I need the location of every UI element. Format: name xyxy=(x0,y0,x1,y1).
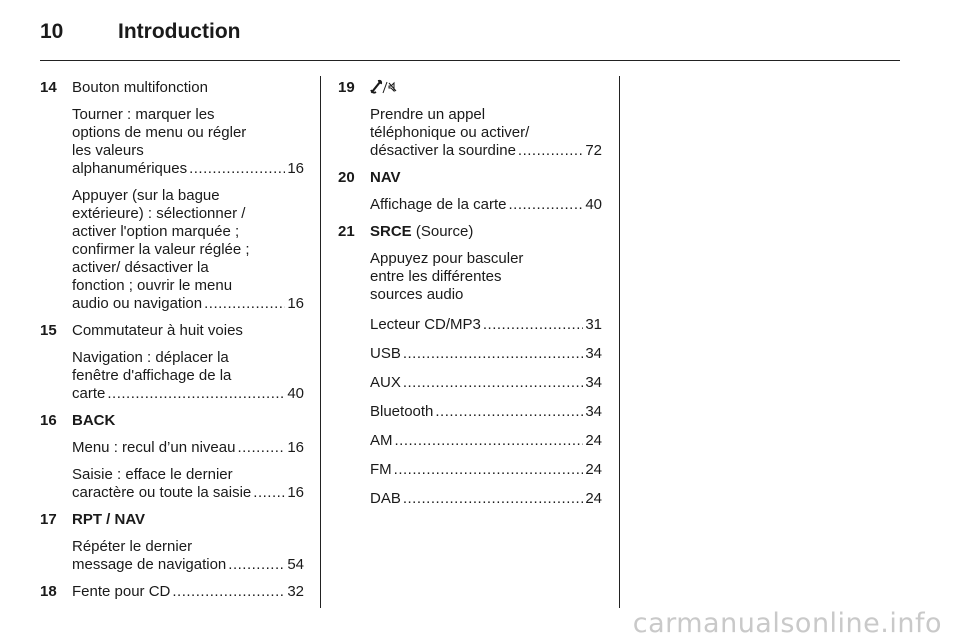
item-19 xyxy=(338,79,602,160)
entry-label: caractère ou toute la saisie xyxy=(72,484,252,501)
index-entry xyxy=(72,583,304,601)
page-ref: 31 xyxy=(585,316,602,333)
item-title: NAV xyxy=(370,169,401,186)
item-number: 19 xyxy=(338,79,355,96)
item-description xyxy=(370,106,602,160)
entry-label: DAB xyxy=(370,490,401,507)
entry-label: Menu : recul d’un niveau xyxy=(72,439,236,456)
index-entry xyxy=(370,316,602,334)
column-divider-left xyxy=(320,76,321,608)
text-line: les valeurs xyxy=(72,142,144,159)
text-line: Navigation : déplacer la xyxy=(72,349,229,366)
page-ref: 24 xyxy=(585,461,602,478)
text-line: sources audio xyxy=(370,286,464,303)
entry-label: carte xyxy=(72,385,106,402)
text-line: confirmer la valeur réglée ; xyxy=(72,241,250,258)
dot-leader xyxy=(518,142,583,160)
item-description xyxy=(370,250,602,304)
dot-leader xyxy=(508,196,583,214)
page-ref: 34 xyxy=(585,345,602,362)
item-title: BACK xyxy=(72,412,116,429)
text-line: téléphonique ou activer/ xyxy=(370,124,530,141)
text-line: extérieure) : sélectionner / xyxy=(72,205,246,222)
item-title: RPT / NAV xyxy=(72,511,146,528)
item-17 xyxy=(40,511,304,574)
entry-label: Fente pour CD xyxy=(72,583,171,600)
text-line: Saisie : efface le dernier xyxy=(72,466,233,483)
item-number: 17 xyxy=(40,511,57,528)
dot-leader xyxy=(403,374,583,392)
item-title-key: SRCE xyxy=(370,223,412,240)
item-number: 18 xyxy=(40,583,57,600)
index-entry xyxy=(370,461,602,479)
item-description xyxy=(72,538,304,574)
index-entry xyxy=(370,196,602,214)
index-entry xyxy=(72,295,304,313)
index-entry xyxy=(370,432,602,450)
right-column xyxy=(338,79,602,508)
item-21 xyxy=(338,223,602,508)
item-number: 15 xyxy=(40,322,57,339)
dot-leader xyxy=(204,295,285,313)
entry-label: audio ou navigation xyxy=(72,295,203,312)
entry-label: Affichage de la carte xyxy=(370,196,507,213)
page-ref: 54 xyxy=(287,556,304,573)
dot-leader xyxy=(394,461,584,479)
page-ref: 72 xyxy=(585,142,602,159)
dot-leader xyxy=(107,385,285,403)
item-20 xyxy=(338,169,602,214)
text-line: options de menu ou régler xyxy=(72,124,247,141)
item-number: 20 xyxy=(338,169,355,186)
text-line: activer/ désactiver la xyxy=(72,259,209,276)
column-divider-right xyxy=(619,76,620,608)
item-description xyxy=(72,106,304,178)
page-number: 10 xyxy=(40,20,64,43)
index-entry xyxy=(370,490,602,508)
text-line: Appuyez pour basculer xyxy=(370,250,524,267)
page-ref: 16 xyxy=(287,484,304,501)
entry-label: AUX xyxy=(370,374,401,391)
dot-leader xyxy=(395,432,584,450)
page-header xyxy=(40,18,900,62)
entry-label: USB xyxy=(370,345,401,362)
left-column xyxy=(40,79,304,601)
index-entry xyxy=(72,439,304,457)
page-ref: 24 xyxy=(585,432,602,449)
item-description xyxy=(72,187,304,313)
page-ref: 24 xyxy=(585,490,602,507)
page-title: Introduction xyxy=(118,20,241,43)
dot-leader xyxy=(228,556,285,574)
item-15 xyxy=(40,322,304,403)
page-ref: 16 xyxy=(287,160,304,177)
item-number: 16 xyxy=(40,412,57,429)
page-ref: 40 xyxy=(287,385,304,402)
item-14 xyxy=(40,79,304,313)
text-line: activer l'option marquée ; xyxy=(72,223,240,240)
index-entry xyxy=(370,345,602,363)
dot-leader xyxy=(403,490,583,508)
item-16 xyxy=(40,412,304,502)
dot-leader xyxy=(253,484,285,502)
dot-leader xyxy=(403,345,583,363)
page-ref: 34 xyxy=(585,374,602,391)
item-description xyxy=(370,196,602,214)
page-ref: 16 xyxy=(287,439,304,456)
text-line: fenêtre d'affichage de la xyxy=(72,367,232,384)
entry-label: FM xyxy=(370,461,392,478)
entry-label: message de navigation xyxy=(72,556,227,573)
entry-label: alphanumériques xyxy=(72,160,188,177)
page-ref: 16 xyxy=(287,295,304,312)
dot-leader xyxy=(435,403,583,421)
index-entry xyxy=(72,556,304,574)
index-entry xyxy=(72,160,304,178)
text-line: Appuyer (sur la bague xyxy=(72,187,220,204)
page-ref: 34 xyxy=(585,403,602,420)
dot-leader xyxy=(189,160,285,178)
page-ref: 40 xyxy=(585,196,602,213)
index-entry xyxy=(370,374,602,392)
index-entry xyxy=(72,484,304,502)
item-number: 21 xyxy=(338,223,355,240)
text-line: Prendre un appel xyxy=(370,106,486,123)
item-title xyxy=(370,79,602,97)
item-number: 14 xyxy=(40,79,57,96)
dot-leader xyxy=(237,439,285,457)
item-title: Commutateur à huit voies xyxy=(72,322,243,339)
text-line: Tourner : marquer les xyxy=(72,106,215,123)
phone-mute-icon xyxy=(370,79,400,95)
item-18 xyxy=(40,583,304,601)
entry-label: AM xyxy=(370,432,393,449)
entry-label: désactiver la sourdine xyxy=(370,142,516,159)
entry-label: Lecteur CD/MP3 xyxy=(370,316,481,333)
item-title: Bouton multifonction xyxy=(72,79,208,96)
item-title-suffix: (Source) xyxy=(415,223,474,240)
item-description xyxy=(72,439,304,457)
entry-label: Bluetooth xyxy=(370,403,434,420)
index-entry xyxy=(370,403,602,421)
item-description xyxy=(72,349,304,403)
dot-leader xyxy=(483,316,583,334)
text-line: fonction ; ouvrir le menu xyxy=(72,277,233,294)
item-title xyxy=(370,223,602,241)
index-entry xyxy=(370,142,602,160)
text-line: Répéter le dernier xyxy=(72,538,193,555)
page-ref: 32 xyxy=(287,583,304,600)
header-rule xyxy=(40,60,900,61)
source-list xyxy=(370,316,602,508)
watermark[interactable]: carmanualsonline.info xyxy=(632,608,942,639)
text-line: entre les différentes xyxy=(370,268,502,285)
item-description xyxy=(72,466,304,502)
dot-leader xyxy=(172,583,285,601)
index-entry xyxy=(72,385,304,403)
